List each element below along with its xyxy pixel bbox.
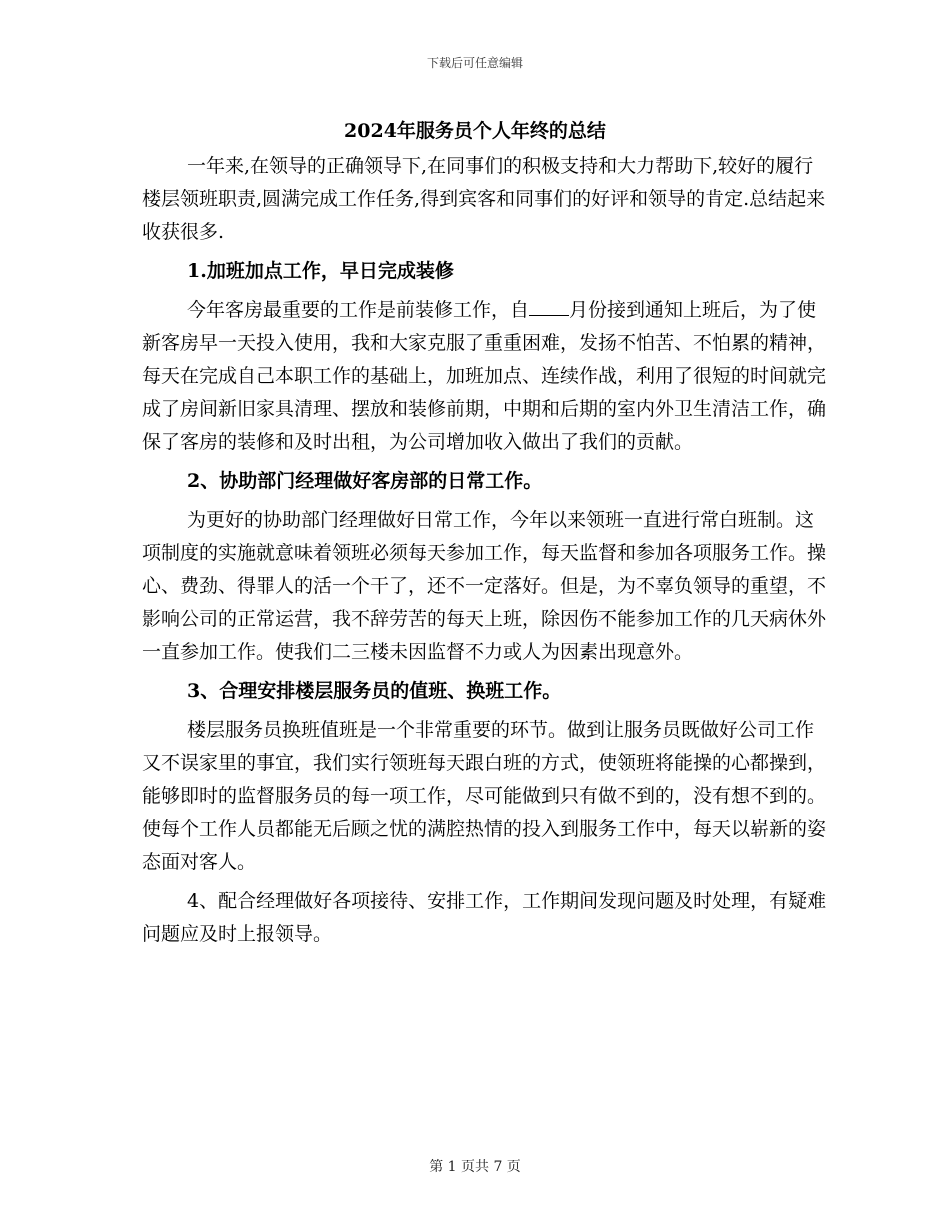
section-3-heading: 3、合理安排楼层服务员的值班、换班工作。 — [187, 680, 562, 702]
section-1-heading: 1.加班加点工作，早日完成装修 — [187, 260, 454, 282]
section-1-body — [142, 294, 832, 459]
section-1-body-end: 月份接到通知上班后，为了使新客房早一天投入使用，我和大家克服了重重困难，发扬不怕苦、不怕累的精神，每天在完成自己本职工作的基础上，加班加点、连续作战，利用了很短的时间就完成了房间新旧家具清理、摆放和装修前期，中期和后期的室内外卫生清洁工作，确保了客房的装修和及时出租，为公司增加收入做出了我们的贡献。 — [142, 299, 827, 453]
intro-paragraph: 一年来,在领导的正确领导下,在同事们的积极支持和大力帮助下,较好的履行楼层领班职责,圆满完成工作任务,得到宾客和同事们的好评和领导的肯定.总结起来收获很多. — [142, 155, 826, 243]
section-1-body-start: 今年客房最重要的工作是前装修工作，自 — [187, 299, 530, 321]
section-2-body: 为更好的协助部门经理做好日常工作，今年以来领班一直进行常白班制。这项制度的实施就意味着领班必须每天参加工作，每天监督和参加各项服务工作。操心、费劲、得罪人的活一个干了，还不一定落好。但是，为不辜负领导的重望，不影响公司的正常运营，我不辞劳苦的每天上班，除因伤不能参加工作的几天病休外一直参加工作。使我们二三楼未因监督不力或人为因素出现意外。 — [142, 509, 827, 663]
item-4-paragraph: 4、配合经理做好各项接待、安排工作，工作期间发现问题及时处理，有疑难问题应及时上报领导。 — [142, 890, 827, 945]
page-footer: 第 1 页共 7 页 — [429, 1159, 521, 1175]
header-note: 下载后可任意编辑 — [426, 56, 523, 70]
section-3-body: 楼层服务员换班值班是一个非常重要的环节。做到让服务员既做好公司工作又不误家里的事宜，我们实行领班每天跟白班的方式，使领班将能操的心都操到，能够即时的监督服务员的每一项工作，尽可能做到只有做不到的，没有想不到的。使每个工作人员都能无后顾之忧的满腔热情的投入到服务工作中，每天以崭新的姿态面对客人。 — [142, 719, 827, 873]
section-2-heading: 2、协助部门经理做好客房部的日常工作。 — [187, 470, 543, 492]
fill-in-blank — [529, 296, 569, 316]
document-body — [142, 150, 832, 951]
document-title: 2024年服务员个人年终的总结 — [344, 120, 606, 142]
